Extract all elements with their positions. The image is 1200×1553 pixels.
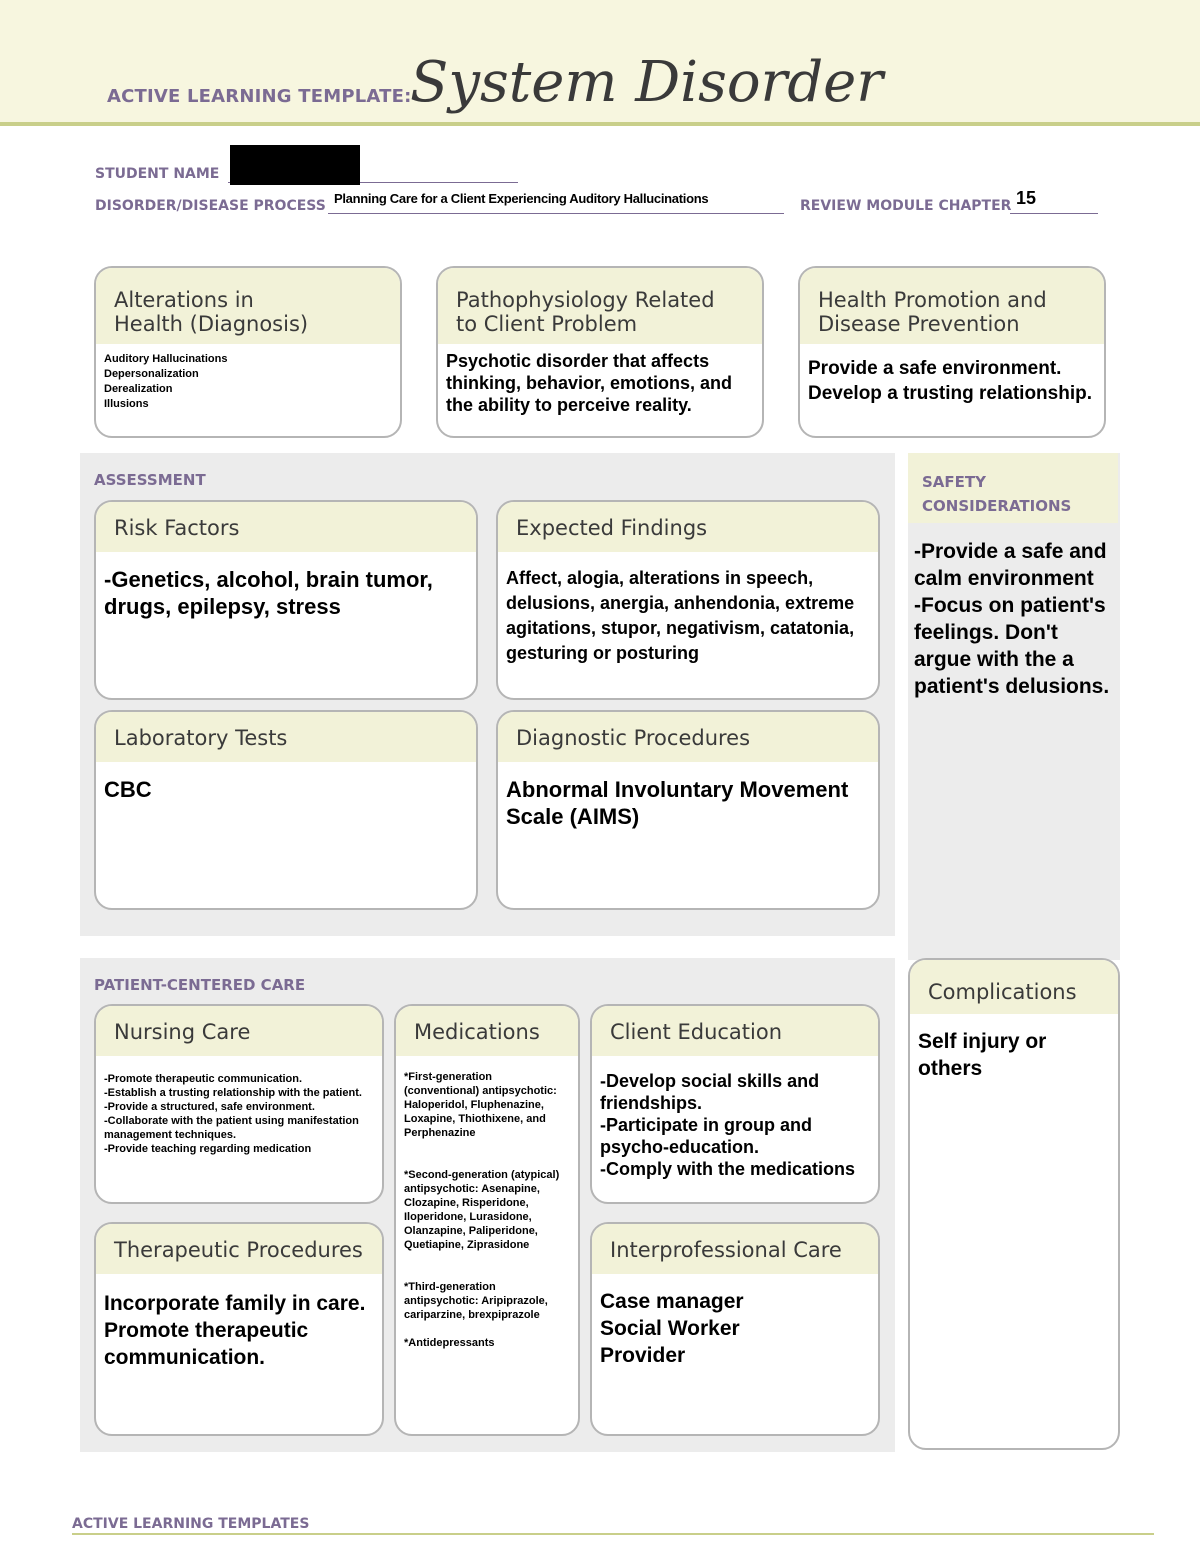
disorder-label: DISORDER/DISEASE PROCESS — [95, 198, 326, 214]
page-title: System Disorder — [410, 50, 884, 115]
complications-title: Complications — [910, 960, 1118, 1014]
student-name-label: STUDENT NAME — [95, 166, 220, 182]
footer-rule — [72, 1533, 1154, 1535]
risk-factors-title: Risk Factors — [96, 502, 476, 552]
pathophysiology-card — [436, 266, 764, 438]
alterations-card — [94, 266, 402, 438]
safety-label: SAFETY CONSIDERATIONS — [922, 473, 1072, 515]
therapeutic-procedures-body: Incorporate family in care. Promote therapeutic communication. — [104, 1292, 366, 1369]
nursing-care-title: Nursing Care — [96, 1006, 382, 1056]
safety-body: -Provide a safe and calm environment -Focus on patient's feelings. Don't argue with the a patient's delusions. — [914, 540, 1110, 698]
therapeutic-procedures-title: Therapeutic Procedures — [96, 1224, 382, 1274]
health-promotion-card — [798, 266, 1106, 438]
complications-body: Self injury or others — [918, 1030, 1047, 1080]
medications-title: Medications — [396, 1006, 578, 1056]
chapter-value: 15 — [1016, 188, 1037, 208]
pathophysiology-body: Psychotic disorder that affects thinking, behavior, emotions, and the ability to perceive reality. — [446, 351, 733, 415]
expected-findings-body: Affect, alogia, alterations in speech, delusions, anergia, anhendonia, extreme agitations, stupor, negativism, catatonia, gesturing or posturing — [506, 568, 855, 663]
risk-factors-card — [94, 500, 478, 700]
pathophysiology-title: Pathophysiology Related to Client Problem — [438, 268, 762, 344]
interprofessional-care-card — [590, 1222, 880, 1436]
redacted-name — [230, 145, 360, 185]
safety-panel-extension — [908, 936, 1120, 960]
alterations-body: Auditory Hallucinations Depersonalization Derealization Illusions — [104, 353, 228, 410]
template-label: ACTIVE LEARNING TEMPLATE: — [107, 86, 412, 107]
client-education-title: Client Education — [592, 1006, 878, 1056]
client-education-body: -Develop social skills and friendships. -Participate in group and psycho-education. -Comply with the medications — [600, 1071, 856, 1179]
interprofessional-care-body: Case manager Social Worker Provider — [600, 1290, 744, 1367]
medications-body: *First-generation (conventional) antipsychotic: Haloperidol, Fluphenazine, Loxapine, Thiothixene, and Perphenazine *Second-generation (atypical) antipsychotic: Asenapine, Clozapine, Risperidone, Iloperidone, Lurasidone, Olanzapine, Paliperidone, Quetiapine, Ziprasidone *Third-generation antipsychotic: Aripiprazole, cariparzine, brexpiprazole *Antidepressants — [404, 1071, 560, 1349]
header-rule — [0, 122, 1200, 126]
footer-label: ACTIVE LEARNING TEMPLATES — [72, 1516, 310, 1532]
assessment-label: ASSESSMENT — [94, 471, 206, 489]
expected-findings-card — [496, 500, 880, 700]
therapeutic-procedures-card — [94, 1222, 384, 1436]
diagnostic-procedures-body: Abnormal Involuntary Movement Scale (AIMS) — [506, 777, 849, 829]
client-education-card — [590, 1004, 880, 1204]
nursing-care-card — [94, 1004, 384, 1204]
medications-card — [394, 1004, 580, 1436]
risk-factors-body: -Genetics, alcohol, brain tumor, drugs, epilepsy, stress — [104, 567, 433, 619]
nursing-care-body: -Promote therapeutic communication. -Establish a trusting relationship with the patient. -Provide a structured, safe environment. -Collaborate with the patient using manifestation management techniques. -Provide teaching regarding medication — [104, 1073, 362, 1155]
health-promotion-body: Provide a safe environment. Develop a trusting relationship. — [808, 358, 1092, 404]
chapter-label: REVIEW MODULE CHAPTER — [800, 198, 1012, 214]
patient-care-label: PATIENT-CENTERED CARE — [94, 976, 306, 994]
complications-card — [908, 958, 1120, 1450]
interprofessional-care-title: Interprofessional Care — [592, 1224, 878, 1274]
diagnostic-procedures-card — [496, 710, 880, 910]
alterations-title: Alterations in Health (Diagnosis) — [96, 268, 400, 344]
expected-findings-title: Expected Findings — [498, 502, 878, 552]
diagnostic-procedures-title: Diagnostic Procedures — [498, 712, 878, 762]
laboratory-tests-body: CBC — [104, 777, 152, 802]
laboratory-tests-title: Laboratory Tests — [96, 712, 476, 762]
health-promotion-title: Health Promotion and Disease Prevention — [800, 268, 1104, 344]
laboratory-tests-card — [94, 710, 478, 910]
disorder-value: Planning Care for a Client Experiencing Auditory Hallucinations — [334, 191, 709, 206]
